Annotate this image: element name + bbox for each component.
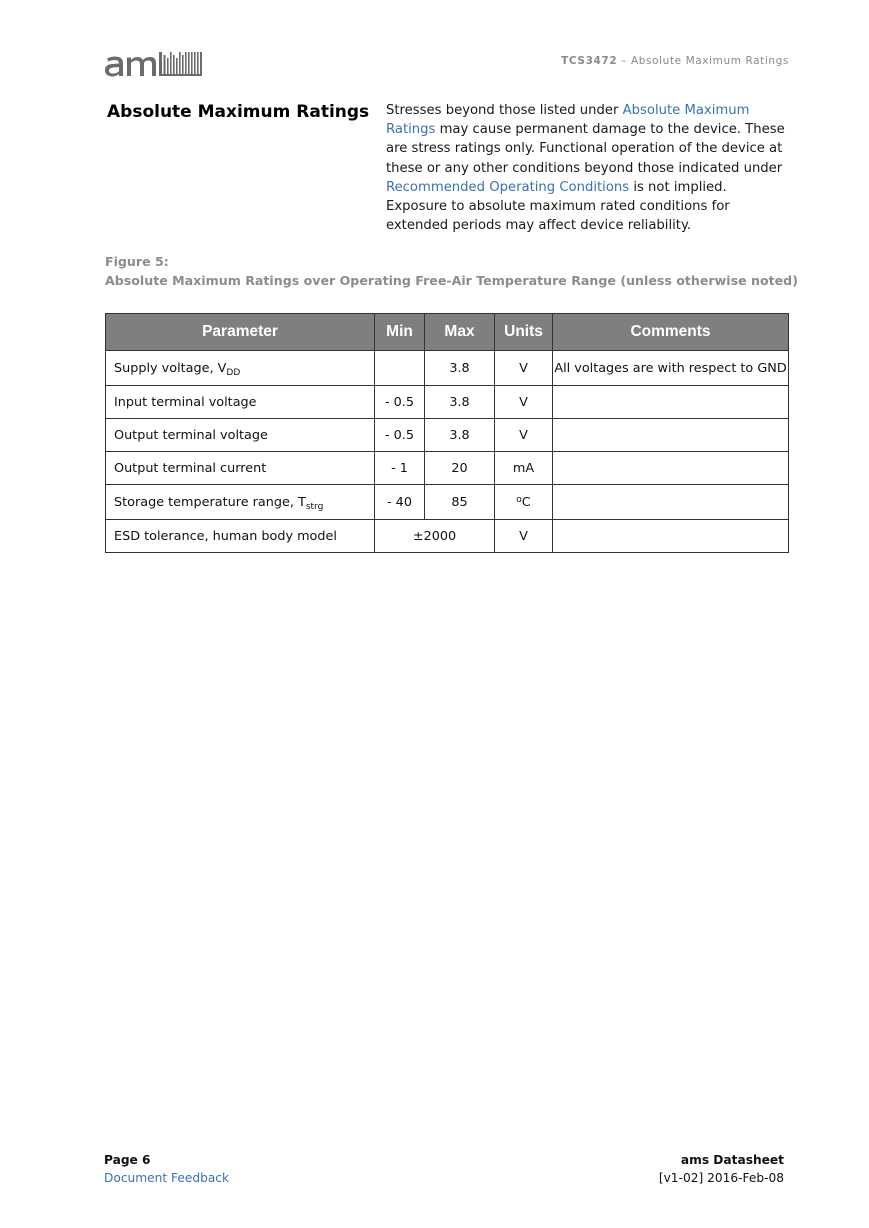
header-comments: Comments <box>553 314 789 351</box>
cell-max: 3.8 <box>425 351 495 386</box>
figure-label: Figure 5: <box>105 254 169 269</box>
cell-min-max: ±2000 <box>375 520 495 553</box>
cell-min <box>375 351 425 386</box>
ams-logo <box>104 49 204 79</box>
cell-comments <box>553 419 789 452</box>
table-header-row <box>106 314 789 351</box>
cell-max: 3.8 <box>425 386 495 419</box>
intro-text-2: may cause permanent damage to the device. These are stress ratings only. Functional operation of the device at these or any other conditions beyond those indicated under <box>386 122 785 176</box>
table-row <box>106 386 789 419</box>
header-separator: – <box>617 55 631 67</box>
figure-title: Absolute Maximum Ratings over Operating Free-Air Temperature Range (unless otherwise noted) <box>105 272 798 288</box>
figure-caption <box>105 253 805 290</box>
cell-parameter: ESD tolerance, human body model <box>106 520 375 553</box>
cell-max: 85 <box>425 485 495 520</box>
param-subscript: DD <box>226 367 241 378</box>
param-text: Supply voltage, V <box>114 360 227 376</box>
cell-min: - 0.5 <box>375 419 425 452</box>
intro-text-3: is not implied. Exposure to absolute maximum rated conditions for extended periods may affect device reliability. <box>386 179 730 234</box>
degree-superscript: o <box>516 494 522 505</box>
intro-text-1: Stresses beyond those listed under <box>386 103 623 118</box>
cell-units: V <box>495 386 553 419</box>
recommended-operating-conditions-link[interactable]: Recommended Operating Conditions <box>386 179 630 195</box>
cell-min: - 40 <box>375 485 425 520</box>
cell-parameter: Input terminal voltage <box>106 386 375 419</box>
header-section: Absolute Maximum Ratings <box>630 55 789 67</box>
footer-left <box>104 1151 229 1187</box>
table-row <box>106 351 789 386</box>
intro-paragraph <box>386 101 788 235</box>
cell-comments <box>553 452 789 485</box>
param-subscript: strg <box>305 501 324 512</box>
cell-comments <box>553 520 789 553</box>
datasheet-label: ams Datasheet <box>680 1153 784 1167</box>
cell-min: - 0.5 <box>375 386 425 419</box>
header-max: Max <box>425 314 495 351</box>
cell-min: - 1 <box>375 452 425 485</box>
running-header <box>561 55 789 67</box>
table-row <box>106 419 789 452</box>
table-row <box>106 520 789 553</box>
cell-comments <box>553 485 789 520</box>
cell-parameter: Output terminal voltage <box>106 419 375 452</box>
page-number: Page 6 <box>104 1153 151 1167</box>
cell-parameter <box>106 351 375 386</box>
cell-parameter: Output terminal current <box>106 452 375 485</box>
ams-logo-mark <box>104 49 204 79</box>
cell-units <box>495 485 553 520</box>
cell-comments: All voltages are with respect to GND <box>553 351 789 386</box>
cell-units: mA <box>495 452 553 485</box>
table-row <box>106 452 789 485</box>
header-min: Min <box>375 314 425 351</box>
cell-units: V <box>495 520 553 553</box>
cell-comments <box>553 386 789 419</box>
param-text: Storage temperature range, T <box>114 494 306 510</box>
header-parameter: Parameter <box>106 314 375 351</box>
header-product: TCS3472 <box>561 55 618 67</box>
ratings-table <box>105 313 789 553</box>
cell-units: V <box>495 419 553 452</box>
version-date: [v1-02] 2016-Feb-08 <box>658 1171 784 1185</box>
section-title: Absolute Maximum Ratings <box>107 102 370 122</box>
cell-max: 20 <box>425 452 495 485</box>
cell-units: V <box>495 351 553 386</box>
units-text: C <box>521 494 531 510</box>
footer-right <box>659 1151 784 1187</box>
cell-max: 3.8 <box>425 419 495 452</box>
header-units: Units <box>495 314 553 351</box>
cell-parameter <box>106 485 375 520</box>
table-row <box>106 485 789 520</box>
document-feedback-link[interactable]: Document Feedback <box>104 1171 230 1185</box>
absolute-max-ratings-link[interactable]: Absolute Maximum Ratings <box>386 103 750 138</box>
